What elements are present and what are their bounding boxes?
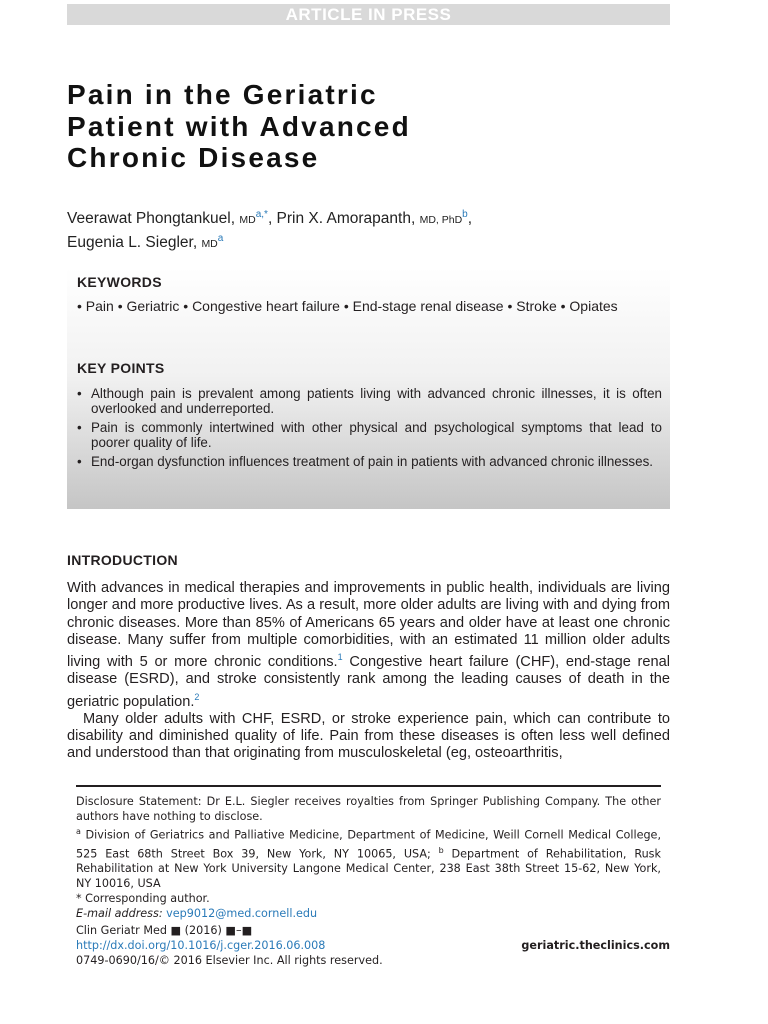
- author-name: Veerawat Phongtankuel,: [67, 210, 236, 228]
- body-paragraph: [67, 580, 670, 711]
- keywords-list: • Pain • Geriatric • Congestive heart failure • End-stage renal disease • Stroke • Opiates: [77, 298, 618, 314]
- key-points-heading: KEY POINTS: [77, 360, 165, 376]
- article-in-press-banner: ARTICLE IN PRESS: [67, 4, 670, 25]
- affiliation-text: Division of Geriatrics and Palliative Medicine, Department of Medicine, Weill Cornell Medical College, 525 East 68th Street Box 39, New York, NY 10065, USA;: [76, 828, 661, 861]
- journal-citation: Clin Geriatr Med ■ (2016) ■–■: [76, 924, 253, 937]
- email-line: [76, 906, 661, 921]
- body-paragraph: Many older adults with CHF, ESRD, or stroke experience pain, which can contribute to disability and diminished quality of life. Pain from these diseases is often less well defined and understood than that originating from musculoskeletal (eg, osteoarthritis,: [67, 710, 670, 762]
- keywords-keypoints-box: [67, 268, 670, 509]
- key-points-list: [77, 387, 662, 475]
- title-line: Patient with Advanced: [67, 110, 411, 142]
- footnote-divider: [76, 785, 661, 787]
- author-name: , Prin X. Amorapanth,: [267, 210, 416, 228]
- keywords-heading: KEYWORDS: [77, 274, 162, 290]
- bullet-icon: •: [77, 386, 82, 401]
- author-name: Eugenia L. Siegler,: [67, 233, 198, 251]
- citation-ref[interactable]: 1: [337, 652, 343, 663]
- citation-ref[interactable]: 2: [194, 691, 200, 702]
- author-affiliation-marker[interactable]: b: [462, 209, 468, 220]
- key-point-text: End-organ dysfunction influences treatment of pain in patients with advanced chronic illnesses.: [91, 454, 653, 469]
- affiliation-marker: b: [438, 845, 444, 855]
- author-separator: ,: [467, 210, 473, 228]
- key-point-item: [77, 421, 662, 450]
- doi-link[interactable]: http://dx.doi.org/10.1016/j.cger.2016.06.008: [76, 939, 326, 952]
- key-point-text: Although pain is prevalent among patients living with advanced chronic illnesses, it is often overlooked and underreported.: [91, 386, 662, 416]
- title-line: Pain in the Geriatric: [67, 79, 378, 110]
- author-list: [67, 206, 667, 253]
- footnotes: [76, 794, 661, 921]
- key-point-item: [77, 455, 662, 470]
- copyright-line: 0749-0690/16/© 2016 Elsevier Inc. All rights reserved.: [76, 954, 383, 967]
- email-label: E-mail address:: [76, 907, 163, 921]
- bullet-icon: •: [77, 420, 82, 435]
- introduction-heading: INTRODUCTION: [67, 552, 178, 568]
- key-point-item: [77, 387, 662, 416]
- author-affiliation-marker[interactable]: a: [217, 232, 224, 244]
- title-line: Chronic Disease: [67, 142, 320, 173]
- affiliations: [76, 824, 661, 891]
- bullet-icon: •: [77, 454, 82, 469]
- author-degree: MD: [201, 237, 218, 250]
- email-link[interactable]: vep9012@med.cornell.edu: [166, 907, 318, 921]
- paragraph-text: With advances in medical therapies and improvements in public health, individuals are living longer and more productive lives. As a result, more older adults are living with and dying from chronic diseases. More than 85% of Americans 65 years and older have at least one chronic disease. Many suffer from multiple comorbidities, with an estimated 11 million older adults living with 5 or more chronic conditions.: [67, 580, 670, 671]
- journal-website[interactable]: geriatric.theclinics.com: [521, 939, 670, 952]
- author-affiliation-marker[interactable]: a,*: [255, 209, 268, 220]
- affiliation-marker: a: [76, 827, 81, 836]
- author-degree: MD: [239, 214, 256, 227]
- disclosure-statement: Disclosure Statement: Dr E.L. Siegler receives royalties from Springer Publishing Company. The other authors have nothing to disclose.: [76, 795, 661, 823]
- paragraph-text: Congestive heart failure (CHF), end-stage renal disease (ESRD), and stroke consistently rank among the leading causes of death in the geriatric population.: [67, 654, 670, 710]
- introduction-body: [67, 580, 670, 763]
- author-degree: MD, PhD: [419, 214, 463, 227]
- journal-info: [76, 923, 670, 968]
- key-point-text: Pain is commonly intertwined with other physical and psychological symptoms that lead to poorer quality of life.: [91, 420, 662, 450]
- corresponding-author: * Corresponding author.: [76, 892, 210, 906]
- affiliation-text: Department of Rehabilitation, Rusk Rehabilitation at New York University Langone Medical Center, 238 East 38th Street 15-62, New York, NY 10016, USA: [76, 847, 661, 891]
- article-title: [67, 79, 627, 174]
